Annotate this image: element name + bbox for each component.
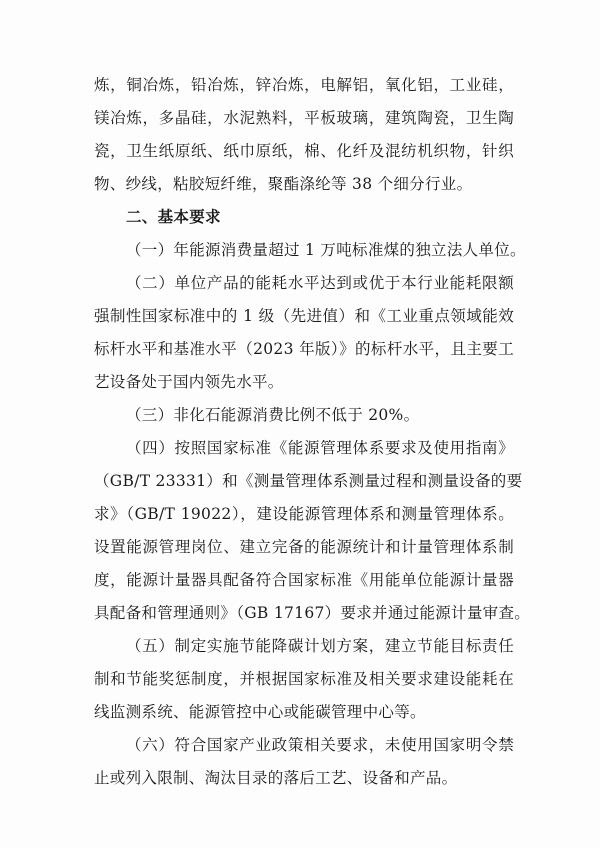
paragraph-line: 艺设备处于国内领先水平。 bbox=[94, 373, 284, 391]
paragraph-line: 炼，铜冶炼，铅冶炼，锌冶炼，电解铝，氧化铝，工业硅， bbox=[94, 76, 514, 94]
requirement-2: （二）单位产品的能耗水平达到或优于本行业能耗限额 bbox=[126, 274, 514, 292]
requirement-6: （六）符合国家产业政策相关要求，未使用国家明令禁 bbox=[126, 736, 514, 754]
paragraph-line: 设置能源管理岗位、建立完备的能源统计和计量管理体系制 bbox=[94, 538, 514, 556]
paragraph-line: 物、纱线，粘胶短纤维，聚酯涤纶等 38 个细分行业。 bbox=[94, 175, 473, 193]
paragraph-line: 止或列入限制、淘汰目录的落后工艺、设备和产品。 bbox=[94, 769, 458, 787]
requirement-1: （一）年能源消费量超过 1 万吨标准煤的独立法人单位。 bbox=[126, 241, 526, 259]
paragraph-line: 制和节能奖惩制度，并根据国家标准及相关要求建设能耗在 bbox=[94, 670, 514, 688]
paragraph-line: （GB/T 23331）和《测量管理体系测量过程和测量设备的要 bbox=[94, 472, 523, 490]
paragraph-line: 标杆水平和基准水平（2023 年版）》的标杆水平，且主要工 bbox=[94, 340, 514, 358]
requirement-5: （五）制定实施节能降碳计划方案，建立节能目标责任 bbox=[126, 637, 514, 655]
requirement-3: （三）非化石能源消费比例不低于 20%。 bbox=[126, 406, 420, 424]
paragraph-line: 求》（GB/T 19022），建设能源管理体系和测量管理体系。 bbox=[94, 505, 514, 523]
paragraph-line: 强制性国家标准中的 1 级（先进值）和《工业重点领域能效 bbox=[94, 307, 514, 325]
paragraph-line: 线监测系统、能源管控中心或能碳管理中心等。 bbox=[94, 703, 426, 721]
paragraph-line: 具配备和管理通则》（GB 17167）要求并通过能源计量审查。 bbox=[94, 604, 531, 622]
paragraph-line: 瓷，卫生纸原纸、纸巾原纸，棉、化纤及混纺机织物，针织 bbox=[94, 142, 514, 160]
requirement-4: （四）按照国家标准《能源管理体系要求及使用指南》 bbox=[126, 439, 514, 457]
section-heading: 二、基本要求 bbox=[126, 208, 221, 226]
paragraph-line: 镁冶炼，多晶硅，水泥熟料，平板玻璃，建筑陶瓷，卫生陶 bbox=[94, 109, 514, 127]
paragraph-line: 度，能源计量器具配备符合国家标准《用能单位能源计量器 bbox=[94, 571, 514, 589]
